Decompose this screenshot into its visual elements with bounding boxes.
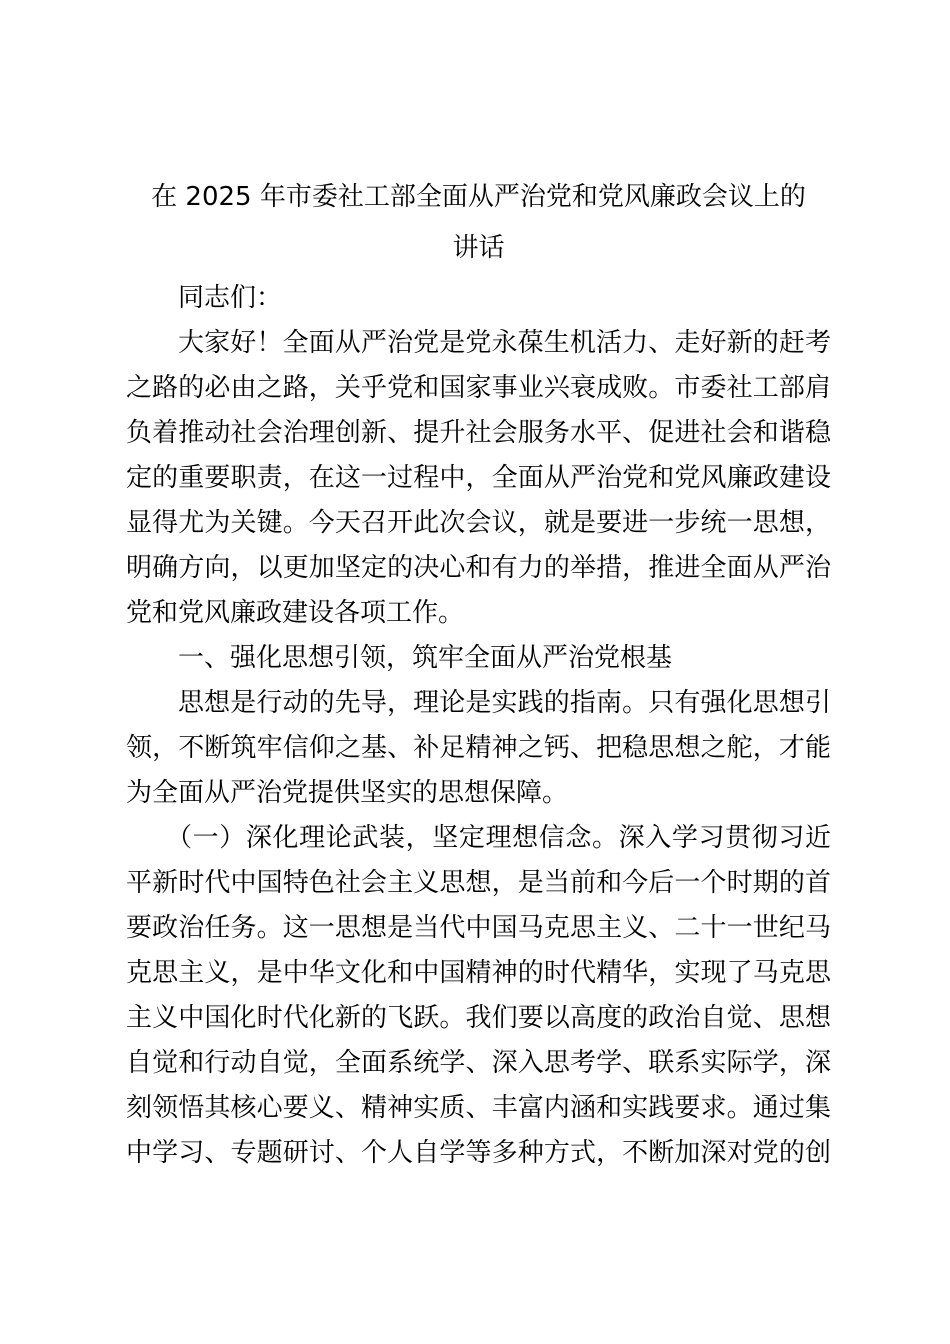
body-line: 明确方向，以更加坚定的决心和有力的举措，推进全面从严治 (126, 553, 831, 583)
section-heading: 一、强化思想引领，筑牢全面从严治党根基 (178, 643, 673, 673)
body-line: 党和党风廉政建设各项工作。 (126, 598, 465, 628)
body-line: 克思主义，是中华文化和中国精神的时代精华，实现了马克思 (126, 958, 831, 988)
body-line: 显得尤为关键。今天召开此次会议，就是要进一步统一思想， (126, 508, 831, 538)
salutation: 同志们： (178, 283, 283, 313)
body-line: 中学习、专题研讨、个人自学等多种方式，不断加深对党的创 (126, 1138, 831, 1168)
body-line: 领，不断筑牢信仰之基、补足精神之钙、把稳思想之舵，才能 (126, 733, 831, 763)
body-line: 思想是行动的先导，理论是实践的指南。只有强化思想引 (178, 688, 831, 718)
body-line: 自觉和行动自觉，全面系统学、深入思考学、联系实际学，深 (126, 1048, 831, 1078)
document-title-line-1: 在 2025 年市委社工部全面从严治党和党风廉政会议上的 (151, 182, 806, 212)
body-line: 之路的必由之路，关乎党和国家事业兴衰成败。市委社工部肩 (126, 373, 831, 403)
body-line: 刻领悟其核心要义、精神实质、丰富内涵和实践要求。通过集 (126, 1093, 831, 1123)
document-title-line-2: 讲话 (452, 233, 505, 263)
document-body (126, 276, 831, 1176)
body-line: 定的重要职责，在这一过程中，全面从严治党和党风廉政建设 (126, 463, 831, 493)
body-line: 大家好！全面从严治党是党永葆生机活力、走好新的赶考 (178, 328, 831, 358)
body-line: 为全面从严治党提供坚实的思想保障。 (126, 778, 569, 808)
body-line: 主义中国化时代化新的飞跃。我们要以高度的政治自觉、思想 (126, 1003, 831, 1033)
body-line: 要政治任务。这一思想是当代中国马克思主义、二十一世纪马 (126, 913, 831, 943)
body-line: 负着推动社会治理创新、提升社会服务水平、促进社会和谐稳 (126, 418, 831, 448)
body-line: 平新时代中国特色社会主义思想，是当前和今后一个时期的首 (126, 868, 831, 898)
subsection-line: （一）深化理论武装，坚定理想信念。深入学习贯彻习近 (166, 823, 831, 853)
